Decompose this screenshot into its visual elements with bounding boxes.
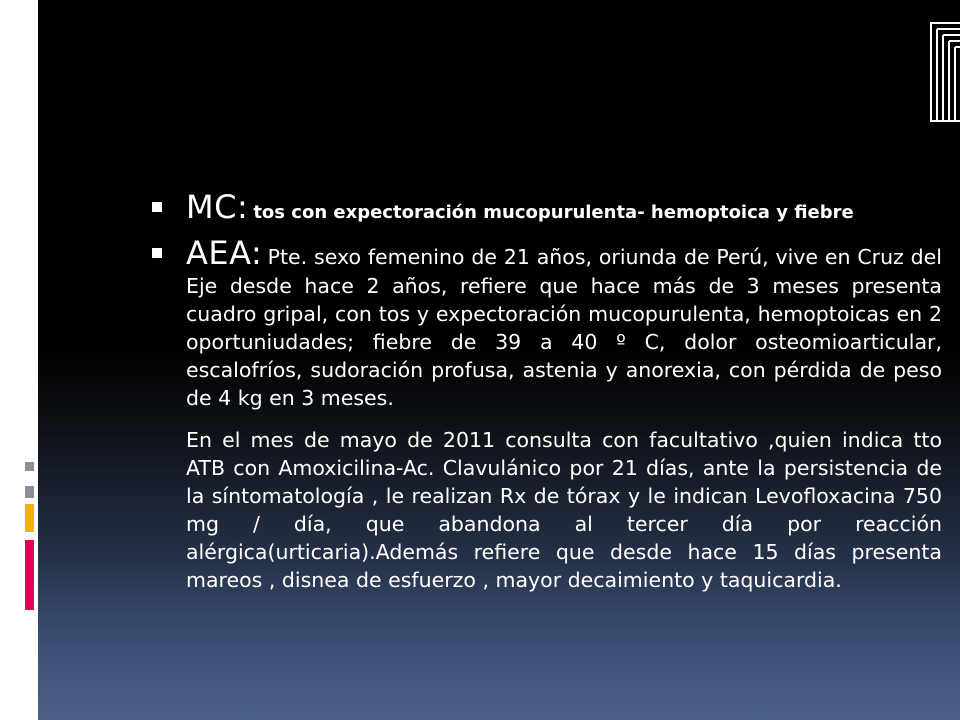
square-bullet-icon [152,202,162,212]
item-text: tos con expectoración mucopurulenta- hemoptoica y fiebre [253,202,854,223]
item-separator: : [236,188,249,226]
bullet-item-aea [146,234,942,412]
slide-body [146,188,942,594]
gray-marker [25,462,34,471]
bullet-item-mc [146,188,942,226]
slide-canvas [38,0,960,720]
item-separator: : [250,234,263,272]
item-label: AEA [186,234,251,272]
item-label: MC [186,188,237,226]
history-paragraph: En el mes de mayo de 2011 consulta con facultativo ,quien indica tto ATB con Amoxicilina-Ac. Clavulánico por 21 días, ante la persistencia de la síntomatología , le realizan Rx de tórax y le indican Levofloxacina 750 mg / día, que abandona al tercer día por reacción alérgica(urticaria).Además refiere que desde hace 15 días presenta mareos , disnea de esfuerzo , mayor decaimiento y taquicardia. [186,428,942,592]
gray-marker [25,486,34,498]
square-bullet-icon [152,248,162,258]
item-text: Pte. sexo femenino de 21 años, oriunda de Perú, vive en Cruz del Eje desde hace 2 años, refiere que hace más de 3 meses presenta cuadro gripal, con tos y expectoración mucopurulenta, hemoptoicas en 2 oportuniudades; fiebre de 39 a 40 º C, dolor osteomioarticular, escalofríos, sudoración profusa, astenia y anorexia, con pérdida de peso de 4 kg en 3 meses. [186,245,942,410]
stacked-pages-icon [929,21,960,123]
slide-left-margin [0,0,38,720]
red-marker [25,540,34,610]
yellow-marker [25,504,34,532]
